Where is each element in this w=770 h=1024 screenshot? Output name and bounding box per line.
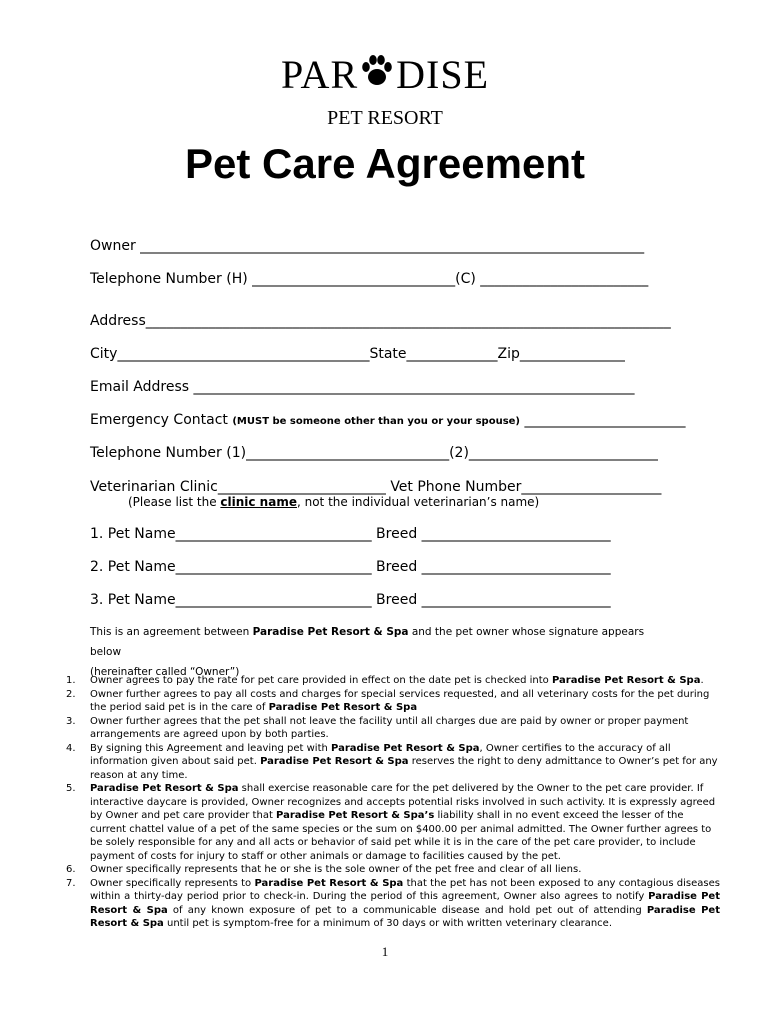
telephone-1-2-field[interactable]: Telephone Number (1)_____________________________(2)___________________________ <box>90 445 658 461</box>
intro-pre: This is an agreement between <box>90 626 253 638</box>
emergency-label: Emergency Contact <box>90 412 233 428</box>
term-number: 4. <box>66 742 76 754</box>
emergency-note: (MUST be someone other than you or your spouse) <box>232 416 520 427</box>
page-title: Pet Care Agreement <box>185 140 585 187</box>
vet-note-post: , not the individual veterinarian’s name) <box>296 495 540 509</box>
terms-list <box>66 674 720 931</box>
email-field[interactable]: Email Address _______________________________________________________________ <box>90 379 635 395</box>
term-text: reserves the right to deny admittance to Owner’s pet for any reason at any time. <box>90 756 718 781</box>
term-text: until pet is symptom-free for a minimum of 30 days or with written veterinary clearance. <box>163 918 613 929</box>
term-text: Owner agrees to pay the rate for pet care provided in effect on the date pet is checked into <box>90 675 552 686</box>
term-bold-text: Paradise Pet Resort & Spa <box>551 675 701 686</box>
address-field[interactable]: Address___________________________________________________________________________ <box>90 313 671 329</box>
term-item <box>66 782 720 863</box>
term-text: shall exercise reasonable care for the pet delivered by the Owner to the pet care provider. If interactive daycare is provided, Owner recognizes and accepts potential risks involved in such activity. It is expressly agreed by Owner and pet care provider that <box>90 783 716 821</box>
term-bold-text: Paradise Pet Resort & Spa <box>90 783 239 794</box>
logo-text-left: PAR <box>280 51 359 97</box>
term-text: . <box>700 675 704 686</box>
term-number: 7. <box>66 877 76 889</box>
logo <box>0 46 770 100</box>
vet-note-pre: (Please list the <box>128 495 221 509</box>
term-text: , Owner certifies to the accuracy of all information given about said pet. <box>90 742 671 767</box>
term-number: 6. <box>66 864 76 875</box>
term-bold-text: Paradise Pet Resort & Spa <box>268 702 418 713</box>
term-text: that the pet has not been exposed to any contagious diseases within a thirty-day period prior to check-in. During the period of this agreement, Owner also agrees to notify <box>90 877 720 902</box>
intro-bold: Paradise Pet Resort & Spa <box>252 626 409 638</box>
emergency-contact-field[interactable] <box>90 412 685 428</box>
term-bold-text: Paradise Pet Resort & Spa <box>90 904 720 929</box>
term-number: 5. <box>66 783 76 794</box>
term-bold-text: Paradise Pet Resort & Spa <box>331 742 480 754</box>
term-text: Owner further agrees that the pet shall not leave the facility until all charges due are paid by owner or proper payment arrangements are agreed upon by both parties. <box>90 715 689 740</box>
term-item <box>66 877 720 931</box>
term-text: of any known exposure of pet to a communicable disease and hold pet out of attending <box>167 904 647 916</box>
term-text: Owner further agrees to pay all costs and charges for special services requested, and all veterinary costs for the pet during the period said pet is in the care of <box>90 688 710 713</box>
term-text: Owner specifically represents to <box>90 877 255 889</box>
subtitle: PET RESORT <box>327 107 443 129</box>
emergency-line: _______________________ <box>520 412 686 428</box>
term-number: 2. <box>66 688 76 700</box>
term-text: By signing this Agreement and leaving pet with <box>90 742 332 754</box>
term-item <box>66 688 720 715</box>
page-number: 1 <box>381 944 389 959</box>
logo-text-right: DISE <box>396 51 490 97</box>
pet-3-field[interactable]: 3. Pet Name____________________________ Breed ___________________________ <box>90 592 611 608</box>
term-number: 1. <box>66 675 76 686</box>
term-bold-text: Paradise Pet Resort & Spa <box>90 891 720 916</box>
vet-clinic-field[interactable]: Veterinarian Clinic________________________ Vet Phone Number____________________ <box>90 479 662 495</box>
pet-1-field[interactable]: 1. Pet Name____________________________ Breed ___________________________ <box>90 526 611 542</box>
pet-2-field[interactable]: 2. Pet Name____________________________ Breed ___________________________ <box>90 559 611 575</box>
city-state-zip-field[interactable]: City____________________________________State_____________Zip_______________ <box>90 346 625 362</box>
term-text: Owner specifically represents that he or she is the sole owner of the pet free and clear of all liens. <box>90 864 582 875</box>
intro-post: and the pet owner whose signature appears below <box>90 626 645 658</box>
vet-note <box>128 495 539 509</box>
term-bold-text: Paradise Pet Resort & Spa’s <box>276 810 435 821</box>
term-item <box>66 863 720 877</box>
owner-field[interactable]: Owner ________________________________________________________________________ <box>90 238 645 254</box>
telephone-home-cell-field[interactable]: Telephone Number (H) _____________________________(C) ________________________ <box>90 271 649 287</box>
intro-line2: (hereinafter called “Owner”) <box>90 666 240 678</box>
term-bold-text: Paradise Pet Resort & Spa <box>260 756 409 767</box>
term-item <box>66 715 720 742</box>
term-item <box>66 742 720 783</box>
paw-icon <box>359 53 395 89</box>
vet-note-bold: clinic name <box>220 495 297 509</box>
term-item <box>66 674 720 688</box>
term-bold-text: Paradise Pet Resort & Spa <box>254 877 404 889</box>
term-number: 3. <box>66 715 76 727</box>
intro-paragraph <box>90 622 650 682</box>
term-text: liability shall in no event exceed the lesser of the current chattel value of a pet of the same species or the sum on $400.00 per animal admitted. The Owner further agrees to be solely responsible for any and all acts or behavior of said pet while it is in the care of the pet care provider, to include payment of costs for injury to staff or other animals or damage to facilities caused by the pet. <box>90 810 712 862</box>
